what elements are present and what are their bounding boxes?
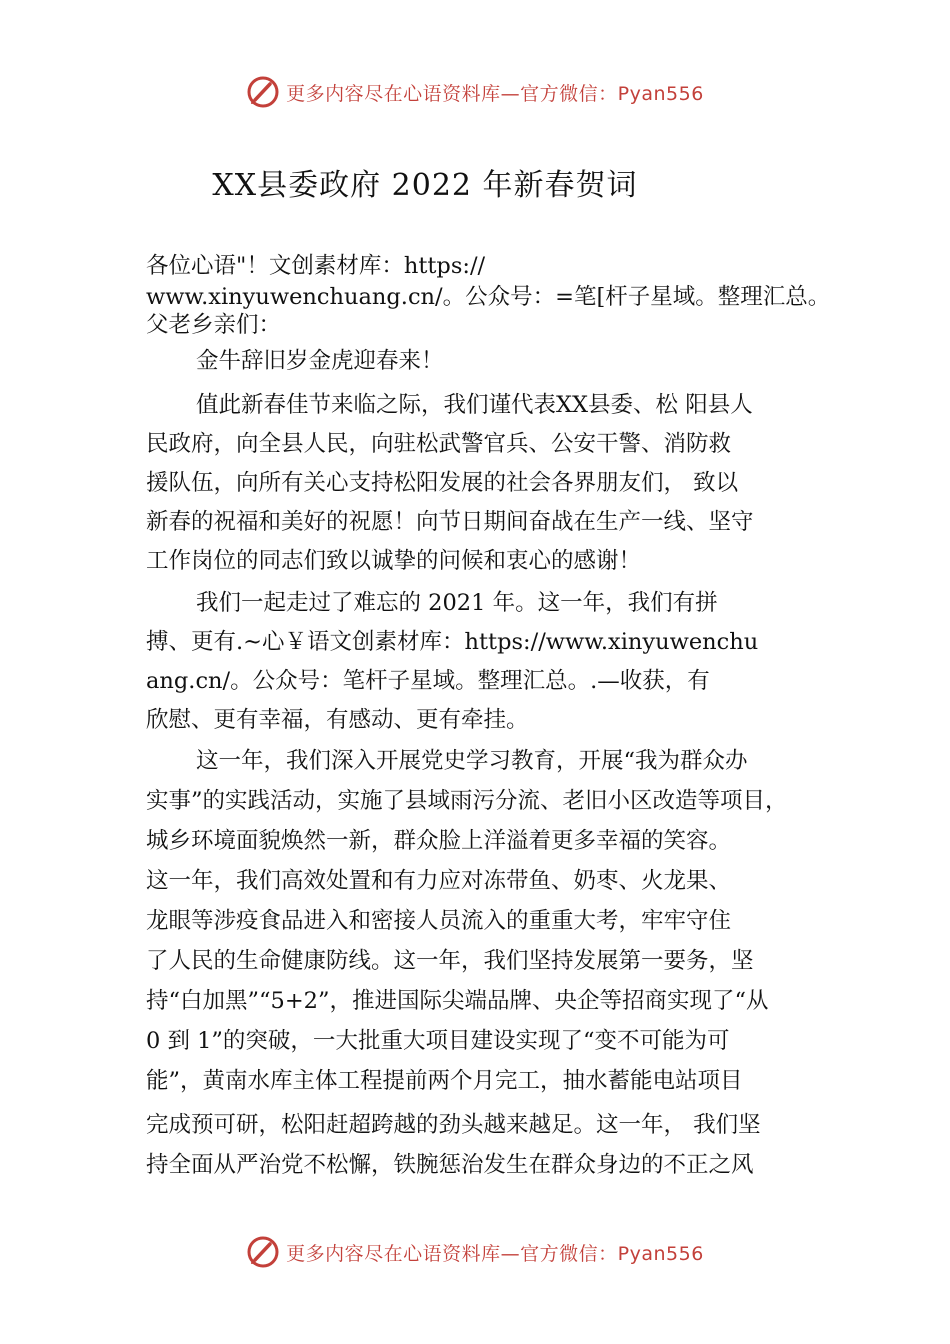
body-line: 这一年，我们高效处置和有力应对冻带鱼、奶枣、火龙果、 [146,868,732,894]
body-line: 工作岗位的同志们致以诚挚的问候和衷心的感谢！ [146,548,642,574]
body-line: 实事”的实践活动，实施了县域雨污分流、老旧小区改造等项目， [146,788,788,814]
body-line: 持全面从严治党不松懈，铁腕惩治发生在群众身边的不正之风 [146,1152,754,1178]
body-line: 欣慰、更有幸福，有感动、更有牵挂。 [146,707,529,733]
body-line: 这一年，我们深入开展党史学习教育，开展“我为群众办 [196,748,748,774]
header-banner [0,72,950,112]
body-line: 龙眼等涉疫食品进入和密接人员流入的重重大考，牢牢守住 [146,908,732,934]
banner-text: 更多内容尽在心语资料库—官方微信：Pyan556 [286,82,704,105]
body-line: 完成预可研，松阳赶超跨越的劲头越来越足。这一年， 我们坚 [146,1112,761,1138]
body-line: 各位心语"！文创素材库：https:// [146,253,486,279]
pen-circle-logo-icon [246,1235,280,1269]
body-line: ang.cn/。公众号：笔杆子星域。整理汇总。.—收获，有 [146,668,710,694]
banner-text: 更多内容尽在心语资料库—官方微信：Pyan556 [286,1242,704,1265]
body-line: 持“白加黑”“5+2”，推进国际尖端品牌、央企等招商实现了“从 [146,988,769,1014]
body-line: 0 到 1”的突破，一大批重大项目建设实现了“变不可能为可 [146,1028,730,1054]
body-line: 援队伍，向所有关心支持松阳发展的社会各界朋友们， 致以 [146,470,739,496]
title-text: XX县委政府 2022 年新春贺词 [212,168,638,203]
pen-circle-logo-icon [246,75,280,109]
body-line: 父老乡亲们： [146,312,282,338]
body-line: 值此新春佳节来临之际，我们谨代表XX县委、松 阳县人 [196,392,753,418]
footer-banner [0,1232,950,1272]
body-line: 民政府，向全县人民，向驻松武警官兵、公安干警、消防救 [146,431,732,457]
body-line: 我们一起走过了难忘的 2021 年。这一年，我们有拼 [196,590,718,616]
body-line: 了人民的生命健康防线。这一年，我们坚持发展第一要务，坚 [146,948,754,974]
body-line: 搏、更有.~心￥语文创素材库：https://www.xinyuwenchu [146,629,759,655]
document-title [0,160,950,204]
body-line: 新春的祝福和美好的祝愿！向节日期间奋战在生产一线、坚守 [146,509,754,535]
body-line: www.xinyuwenchuang.cn/。公众号：=笔[杆子星域。整理汇总。 [146,284,831,310]
body-line: 能”，黄南水库主体工程提前两个月完工，抽水蓄能电站项目 [146,1068,743,1094]
body-line: 金牛辞旧岁金虎迎春来！ [196,348,444,374]
body-line: 城乡环境面貌焕然一新，群众脸上洋溢着更多幸福的笑容。 [146,828,732,854]
